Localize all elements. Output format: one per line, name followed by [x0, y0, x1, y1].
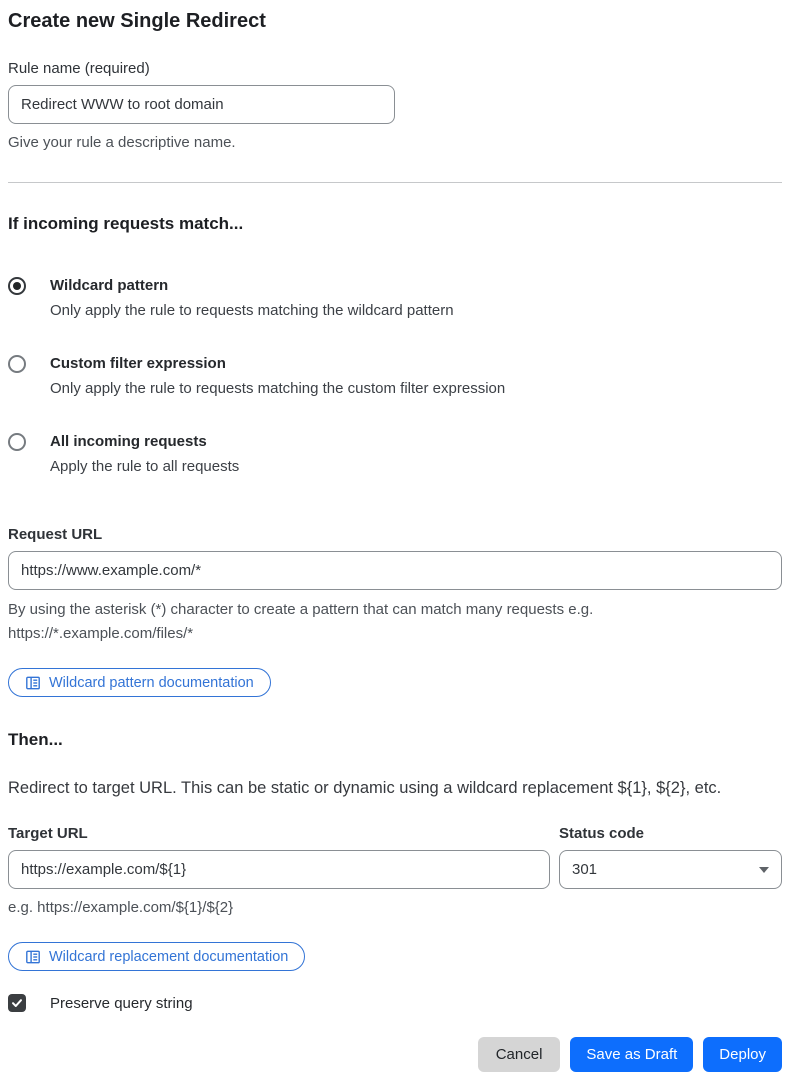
status-code-value: 301 [572, 861, 598, 878]
chevron-down-icon [759, 867, 769, 873]
radio-option-wildcard-pattern[interactable] [8, 276, 782, 321]
radio-option-label: Custom filter expression [50, 355, 226, 372]
target-url-label: Target URL [8, 825, 88, 842]
book-icon [25, 949, 41, 965]
radio-selected-icon[interactable] [8, 277, 26, 295]
target-status-row [8, 825, 782, 920]
rule-name-input[interactable] [8, 85, 395, 124]
preserve-query-row [8, 994, 782, 1012]
radio-option-custom-filter[interactable] [8, 354, 782, 399]
form-actions [8, 1037, 782, 1072]
request-url-input[interactable] [8, 551, 782, 590]
preserve-query-checkbox[interactable] [8, 994, 26, 1012]
then-section-heading: Then... [8, 730, 63, 749]
checkmark-icon [11, 997, 23, 1009]
save-as-draft-button[interactable]: Save as Draft [570, 1037, 693, 1072]
radio-option-all-requests[interactable] [8, 432, 782, 477]
rule-name-label: Rule name (required) [8, 60, 150, 77]
target-url-input[interactable] [8, 850, 550, 889]
deploy-button[interactable]: Deploy [703, 1037, 782, 1072]
book-icon [25, 675, 41, 691]
radio-unselected-icon[interactable] [8, 355, 26, 373]
radio-option-description: Only apply the rule to requests matching the custom filter expression [50, 380, 506, 397]
request-url-help-line2: https://*.example.com/files/* [8, 625, 194, 642]
request-url-help-line1: By using the asterisk (*) character to create a pattern that can match many requests e.g. [8, 601, 594, 618]
match-section-heading: If incoming requests match... [8, 214, 244, 233]
then-description: Redirect to target URL. This can be static or dynamic using a wildcard replacement ${1}, ${2}, etc. [8, 779, 722, 797]
status-code-label: Status code [559, 825, 645, 842]
status-code-select[interactable] [559, 850, 782, 889]
doc-button-label: Wildcard pattern documentation [49, 674, 254, 691]
match-type-radio-group [8, 276, 782, 477]
cancel-button[interactable]: Cancel [478, 1037, 561, 1072]
radio-option-description: Apply the rule to all requests [50, 458, 240, 475]
request-url-help [8, 598, 782, 646]
wildcard-pattern-doc-button[interactable] [8, 668, 271, 697]
request-url-label: Request URL [8, 526, 103, 543]
preserve-query-label: Preserve query string [50, 994, 193, 1012]
radio-option-description: Only apply the rule to requests matching the wildcard pattern [50, 302, 454, 319]
doc-button-label: Wildcard replacement documentation [49, 948, 289, 965]
radio-unselected-icon[interactable] [8, 433, 26, 451]
target-url-help: e.g. https://example.com/${1}/${2} [8, 899, 234, 916]
wildcard-replacement-doc-button[interactable] [8, 942, 305, 971]
page-title: Create new Single Redirect [8, 10, 266, 32]
section-divider [8, 182, 782, 183]
radio-option-label: Wildcard pattern [50, 277, 169, 294]
radio-option-label: All incoming requests [50, 433, 207, 450]
rule-name-help: Give your rule a descriptive name. [8, 134, 236, 151]
